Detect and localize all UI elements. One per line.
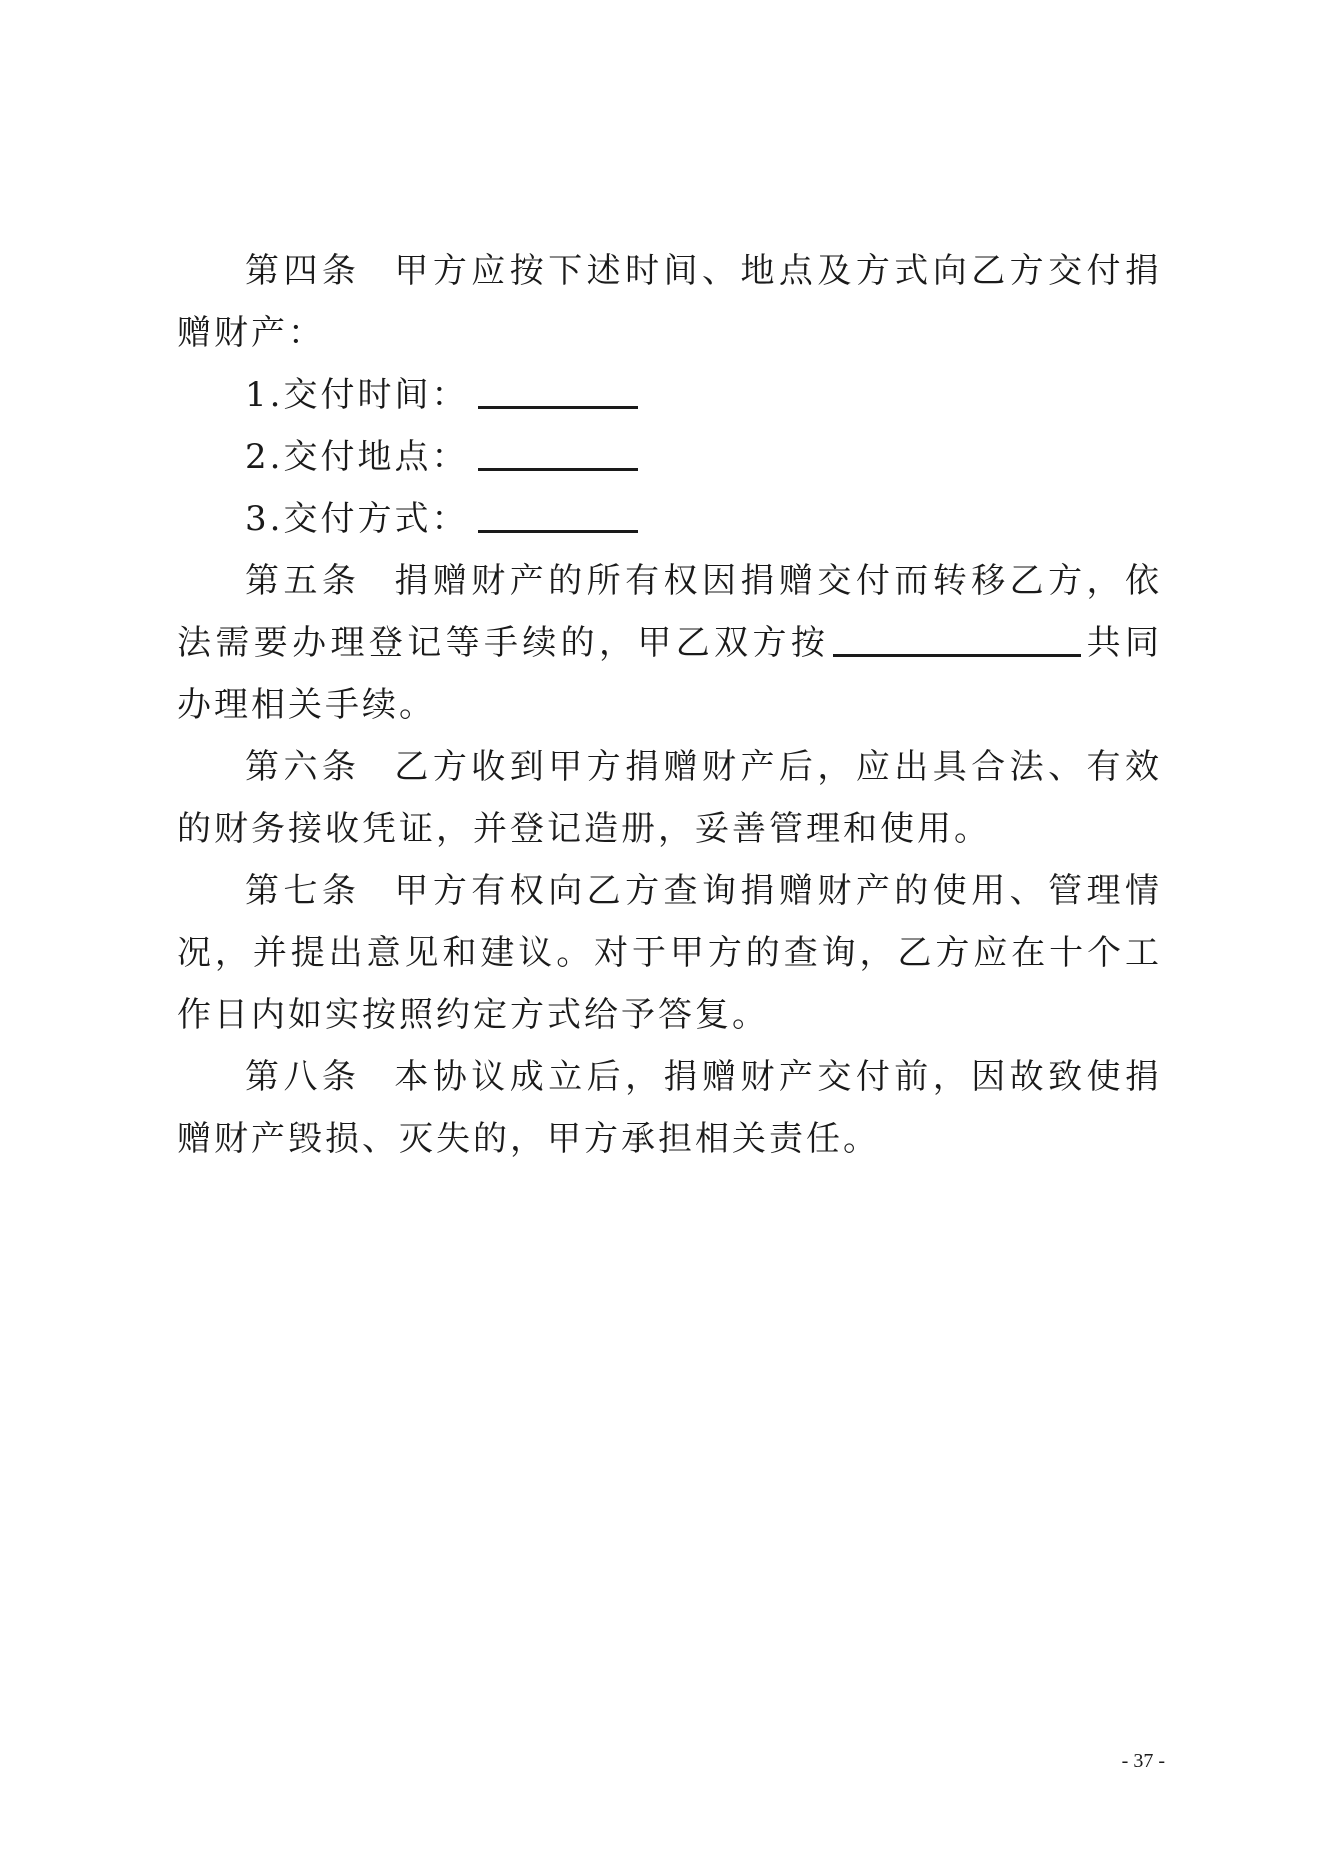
- registration-method-blank[interactable]: [833, 624, 1081, 657]
- delivery-method-blank[interactable]: [478, 500, 638, 533]
- article-4-label: 第四条: [245, 251, 361, 291]
- article-8-label: 第八条: [245, 1057, 361, 1097]
- article-4-text: 甲方应按下述时间、地点及方式向乙方交付捐赠财产：: [177, 251, 1163, 353]
- article-6-label: 第六条: [245, 747, 361, 787]
- article-5-text-before: 捐赠财产的所有权因捐赠交付而转移乙方，依法需要办理登记等手续的，甲乙双方按: [177, 561, 1163, 663]
- article-5: [177, 550, 1162, 736]
- delivery-place-blank[interactable]: [478, 438, 638, 471]
- article-5-label: 第五条: [245, 561, 361, 601]
- article-8: [177, 1046, 1162, 1170]
- delivery-place-item: [177, 426, 1162, 488]
- article-6-text: 乙方收到甲方捐赠财产后，应出具合法、有效的财务接收凭证，并登记造册，妥善管理和使用。: [177, 747, 1163, 849]
- article-8-text: 本协议成立后，捐赠财产交付前，因故致使捐赠财产毁损、灭失的，甲方承担相关责任。: [177, 1057, 1163, 1159]
- article-4: [177, 240, 1162, 364]
- article-7-label: 第七条: [245, 871, 361, 911]
- article-7-text: 甲方有权向乙方查询捐赠财产的使用、管理情况，并提出意见和建议。对于甲方的查询，乙方应在十个工作日内如实按照约定方式给予答复。: [177, 871, 1163, 1035]
- delivery-time-blank[interactable]: [478, 376, 638, 409]
- article-6: [177, 736, 1162, 860]
- delivery-method-label: 3.交付方式：: [245, 499, 469, 539]
- page-number: - 37 -: [1121, 1750, 1165, 1772]
- delivery-method-item: [177, 488, 1162, 550]
- document-body: [177, 240, 1162, 1170]
- delivery-time-item: [177, 364, 1162, 426]
- article-5-text-after: 共同办理相关手续。: [177, 623, 1163, 725]
- delivery-place-label: 2.交付地点：: [245, 437, 469, 477]
- article-7: [177, 860, 1162, 1046]
- delivery-time-label: 1.交付时间：: [245, 375, 469, 415]
